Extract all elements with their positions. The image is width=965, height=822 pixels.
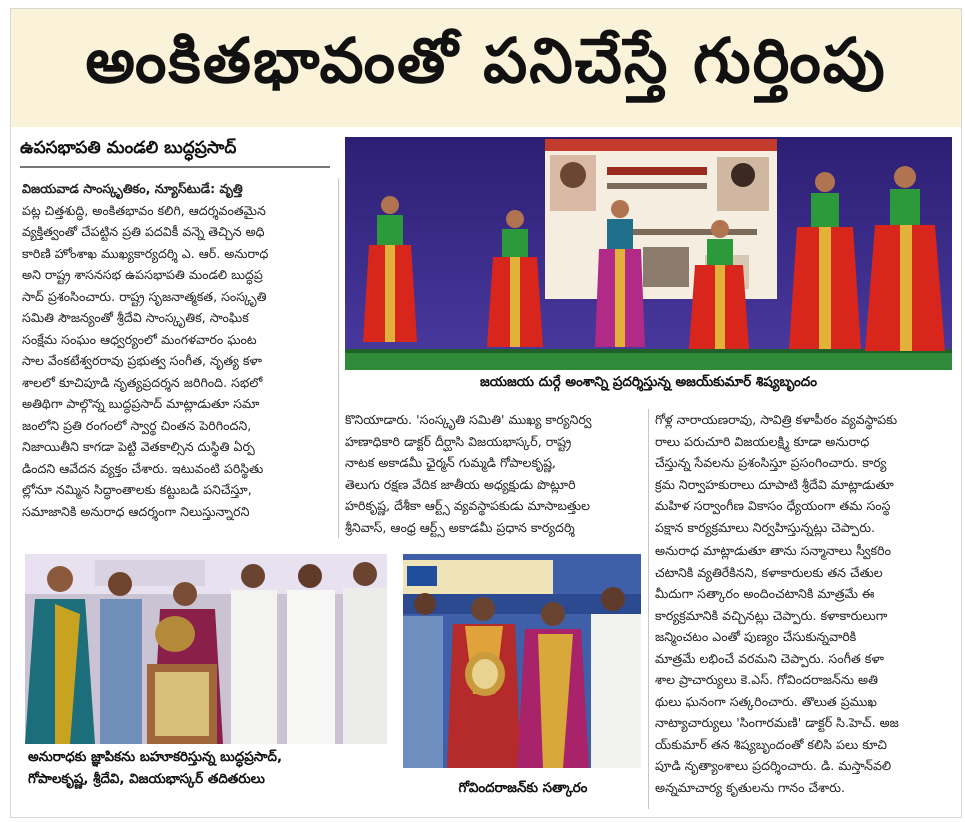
text-line: మహిళ సర్వాంగీణ వికాసం ధ్యేయంగా తమ సంస్థ bbox=[655, 498, 891, 513]
text-line: య్‌కుమార్ తన శిష్యబృందంతో కలిసి పలు కూచి bbox=[655, 736, 887, 752]
text-line: నాట్యాచార్యులు 'సింగారమణి' డాక్టర్ సి.హెచ్. అజ bbox=[655, 715, 899, 730]
text-line: కారిణి హోంశాఖ ముఖ్యకార్యదర్శి ఎ. ఆర్. అనురాధ bbox=[22, 245, 269, 261]
memento-photo-caption bbox=[28, 747, 390, 791]
kicker: ఉపసభాపతి మండలి బుద్ధప్రసాద్ bbox=[20, 138, 330, 168]
text-line: శాలలో కూచిపూడి నృత్యప్రదర్శన జరిగింది. సభలో bbox=[22, 374, 263, 390]
text-line: అన్నమాచార్య కృతులను గానం చేశారు. bbox=[655, 779, 845, 795]
text-line: గోళ్ల నారాయణరావు, సావిత్రి కళాపీఠం వ్యవస్థాపకు bbox=[655, 412, 898, 427]
headline: అంకితభావంతో పనిచేస్తే గుర్తింపు bbox=[85, 24, 887, 97]
text-line: నాటక అకాడమీ ఛైర్మన్ గుమ్మడి గోపాలకృష్ణ, bbox=[345, 455, 557, 470]
article-column-2 bbox=[345, 409, 639, 538]
article-column-1 bbox=[22, 178, 333, 522]
text-line: జన్మించటం ఎంతో పుణ్యం చేసుకున్నవారికి bbox=[655, 629, 857, 644]
text-line: ల్లోనూ నమ్మిన సిద్ధాంతాలకు కట్టుబడి పనిచేస్తూ, bbox=[22, 482, 252, 497]
text-line: రాలు పరుచూరి విజయలక్ష్మి కూడా అనురాధ bbox=[655, 433, 870, 449]
text-line: హరికృష్ణ, దేశీకా ఆర్ట్స్ వ్యవస్థాపకుడు మాసాబత్తుల bbox=[345, 498, 591, 513]
text-line: అతిథిగా పాల్గొన్న బుద్ధప్రసాద్ మాట్లాడుతూ సమా bbox=[22, 396, 260, 411]
text-line: సమితి సౌజన్యంతో శ్రీదేవి సాంస్కృతిక, సాంఘిక bbox=[22, 310, 249, 325]
text-line: శ్రీనివాస్, ఆంధ్ర ఆర్ట్స్ అకాడమీ ప్రధాన కార్యదర్శి bbox=[345, 519, 575, 535]
text-line: థులు ఘనంగా సత్కరించారు. తొలుత ప్రముఖ bbox=[655, 693, 877, 709]
article-column-3-continued bbox=[655, 540, 952, 798]
text-line: డిందని ఆవేదన వ్యక్తం చేశారు. ఇటువంటి పరిస్థితు bbox=[22, 460, 264, 476]
text-line: మాత్రమే లభించే వరమని చెప్పారు. సంగీత కళా bbox=[655, 650, 884, 666]
article-column-3 bbox=[655, 409, 952, 538]
text-line: సాల వేంకటేశ్వరరావు ప్రభుత్వ సంగీత, నృత్య కళా bbox=[22, 353, 262, 368]
text-line: సమాజానికి అనురాధ ఆదర్శంగా నిలుస్తున్నారని bbox=[22, 503, 250, 519]
text-line: తెలుగు రక్షణ వేదిక జాతీయ అధ్యక్షుడు పొట్లూరి bbox=[345, 476, 576, 492]
text-line: మీదుగా సత్కారం అందించటానికి మాత్రమే ఈ bbox=[655, 586, 875, 601]
text-line: నిజాయితీని కాగడా పెట్టి వెతకాల్సిన దుస్థితి ఏర్ప bbox=[22, 439, 255, 454]
caption-line: అనురాధకు జ్ఞాపికను బహూకరిస్తున్న బుద్ధప్రసాద్, bbox=[28, 750, 283, 765]
column-divider bbox=[648, 409, 649, 809]
text-line: శాల ప్రాచార్యులు కె.ఎస్. గోవిందరాజన్‌ను అతి bbox=[655, 672, 878, 687]
dance-performance-photo bbox=[345, 137, 952, 370]
memento-presentation-photo bbox=[25, 554, 387, 744]
text-line: చటానికి వ్యతిరేకినని, కళాకారులకు తన చేతుల bbox=[655, 564, 883, 580]
text-line: సంక్షేమ సంఘం ఆధ్వర్యంలో మంగళవారం ఘంట bbox=[22, 331, 257, 347]
caption-line: గోపాలకృష్ణ, శ్రీదేవి, విజయభాస్కర్ తదితరులు bbox=[28, 772, 265, 787]
text-line: పక్షాన కార్యక్రమాలు నిర్వహిస్తున్నట్లు చెప్పారు. bbox=[655, 519, 876, 535]
text-line: క్రమ నిర్వాహకురాలు దూపాటి శ్రీదేవి మాట్లాడుతూ bbox=[655, 476, 894, 492]
text-line: కార్యక్రమానికి వచ్చినట్లు చెప్పారు. కళాకారులుగా bbox=[655, 607, 888, 623]
felicitation-photo-caption: గోవిందరాజన్‌కు సత్కారం bbox=[458, 781, 588, 796]
headline-band bbox=[11, 9, 961, 127]
text-line: జంలోని ప్రతి రంగంలో స్వార్థ చింతన పెరిగిందని, bbox=[22, 417, 252, 433]
main-photo-caption: జయజయ దుర్గే అంశాన్ని ప్రదర్శిస్తున్న అజయ్‌కుమార్ శిష్యబృందం bbox=[480, 375, 817, 390]
text-line: అని రాష్ట్ర శాసనసభ ఉపసభాపతి మండలి బుద్ధప్ర bbox=[22, 267, 263, 282]
text-line: సాద్ ప్రశంసించారు. రాష్ట్ర సృజనాత్మకత, సంస్కృతి bbox=[22, 288, 267, 304]
text-line: పూడి నృత్యాంశాలు ప్రదర్శించారు. డి. మస్తాన్‌వలి bbox=[655, 758, 892, 773]
text-line: వ్యక్తిత్వంతో చేపట్టిన ప్రతి పదవికీ వన్నె తెచ్చిన అధి bbox=[22, 224, 265, 239]
text-line: చేస్తున్న సేవలను ప్రశంసిస్తూ ప్రసంగించారు. కార్య bbox=[655, 455, 887, 470]
text-line: పట్ల చిత్తశుద్ధి, అంకితభావం కలిగి, ఆదర్శవంతమైన bbox=[22, 202, 266, 218]
column-divider bbox=[338, 178, 339, 538]
text-line: హణాధికారి డాక్టర్ దీర్ఘాసి విజయభాస్కర్, రాష్ట్ర bbox=[345, 433, 572, 449]
text-line: విజయవాడ సాంస్కృతికం, న్యూస్‌టుడే: వృత్తి bbox=[22, 181, 243, 196]
text-line: అనురాధ మాట్లాడుతూ తాను సన్మానాలు స్వీకరిం bbox=[655, 543, 891, 558]
text-line: కొనియాడారు. 'సంస్కృతి సమితి' ముఖ్య కార్యనిర్వ bbox=[345, 412, 592, 427]
felicitation-photo bbox=[403, 554, 641, 768]
